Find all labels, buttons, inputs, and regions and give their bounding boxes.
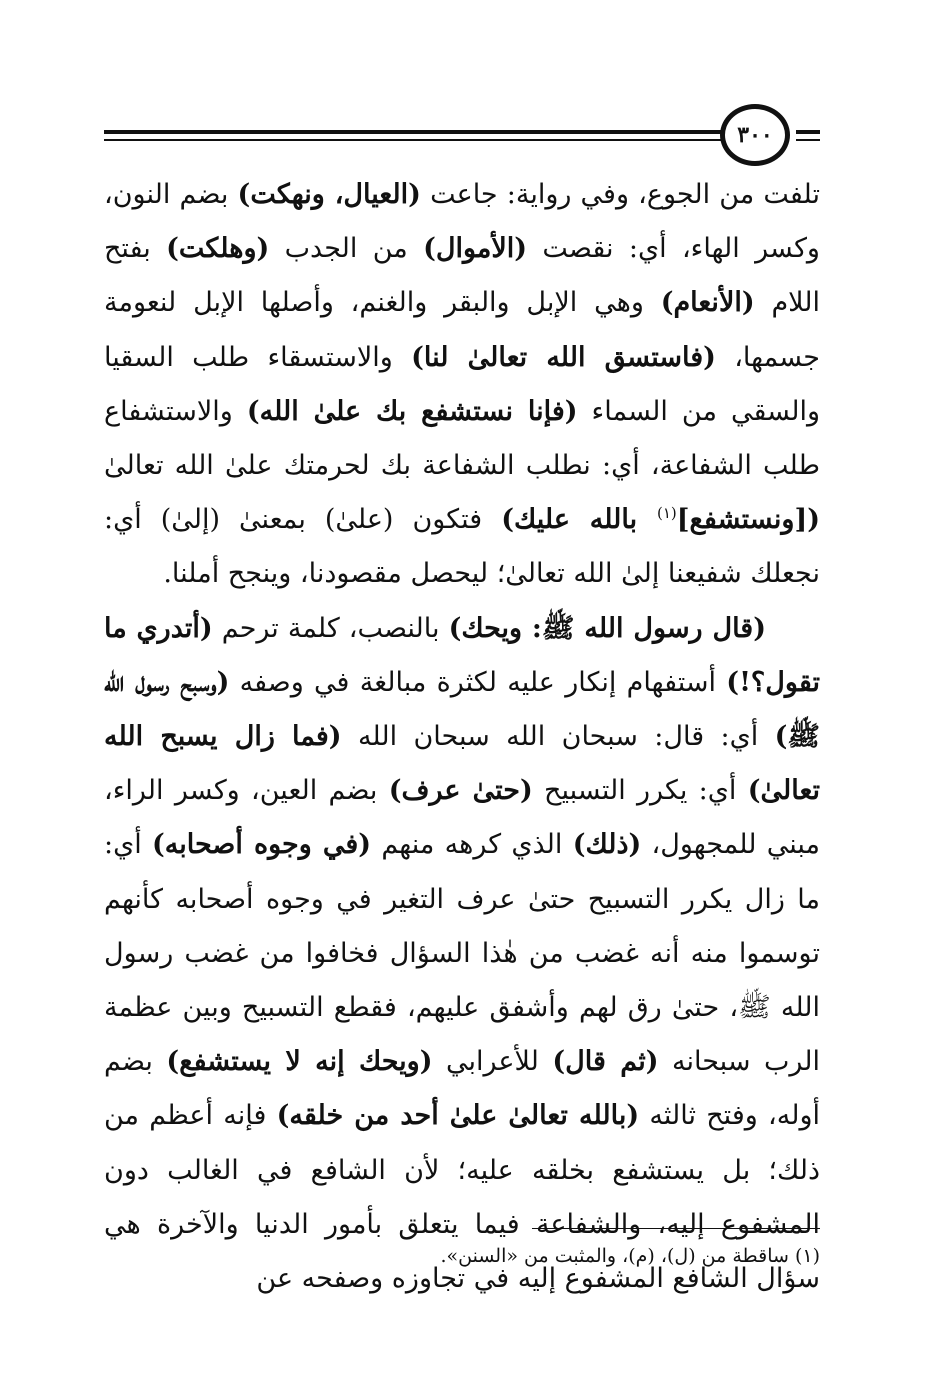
hadith-quote: (بالله تعالىٰ علىٰ أحد من خلقه) xyxy=(276,1100,640,1132)
page-header xyxy=(104,104,820,174)
hadith-quote: (ويحك إنه لا يستشفع) xyxy=(166,1046,433,1078)
commentary-text: بفتح اللام xyxy=(104,233,820,319)
paragraph xyxy=(104,602,820,1307)
hadith-quote: (قال رسول الله ﷺ: ويحك) xyxy=(448,612,766,644)
hadith-quote: (ذلك) xyxy=(572,829,642,861)
hadith-quote: (وسبح رسول الله ﷺ) xyxy=(104,666,820,753)
commentary-text: فتكون (علىٰ) بمعنىٰ (إلىٰ) أي: نجعلك شفيعنا إلىٰ الله تعالىٰ؛ ليحصل مقصودنا، وينجح أملنا. xyxy=(104,504,820,590)
commentary-text: للأعرابي xyxy=(432,1046,553,1078)
hadith-quote: بالله عليك) xyxy=(501,504,657,536)
hadith-quote: (فاستسق الله تعالىٰ لنا) xyxy=(411,341,716,373)
commentary-text: وهي الإبل والبقر والغنم، وأصلها الإبل لنعومة جسمها، xyxy=(104,287,820,373)
commentary-text: أستفهام إنكار عليه لكثرة مبالغة في وصفه xyxy=(229,666,727,698)
commentary-text: من الجدب xyxy=(269,233,424,265)
header-rule-thin xyxy=(104,139,724,141)
commentary-text: أي: قال: سبحان الله سبحان الله xyxy=(341,721,775,753)
commentary-text: أي: يكرر التسبيح xyxy=(532,775,748,807)
header-rule-right-thin xyxy=(796,139,820,141)
commentary-text: والاستشفاع طلب الشفاعة، أي: نطلب الشفاعة بك لحرمتك علىٰ الله تعالىٰ xyxy=(104,395,820,482)
header-rule-right-thick xyxy=(796,130,820,134)
footnote: (١) ساقطة من (ل)، (م)، والمثبت من «السنن». xyxy=(440,1245,820,1267)
commentary-text: بضم أوله، وفتح ثالثه xyxy=(104,1046,820,1132)
hadith-quote: (في وجوه أصحابه) xyxy=(152,829,372,861)
commentary-text: فإنه أعظم من ذلك؛ بل يستشفع بخلقه عليه؛ لأن الشافع في الغالب دون المشفوع إليه، والشفاعة فيما يتعلق بأمور الدنيا والآخرة هي سؤال الشافع المشفوع إليه في تجاوزه وصفحه عن xyxy=(104,1100,820,1295)
hadith-quote: (الأموال) xyxy=(423,233,528,265)
commentary-text: والاستسقاء طلب السقيا والسقي من السماء xyxy=(104,341,821,427)
commentary-text: الذي كرهه منهم xyxy=(371,829,573,861)
hadith-quote: (فما زال يسبح الله تعالىٰ) xyxy=(104,721,820,807)
commentary-text: تلفت من الجوع، وفي رواية: جاعت xyxy=(420,179,820,210)
commentary-text: أي: ما زال يكرر التسبيح حتىٰ عرف التغير في وجوه أصحابه كأنهم توسموا منه أنه غضب من هٰذا السؤال فخافوا من غضب رسول الله ﷺ، حتىٰ رق لهم وأشفق عليهم، فقطع التسبيح وبين عظمة الرب سبحانه xyxy=(104,829,821,1078)
footnote-separator xyxy=(532,1228,820,1229)
hadith-quote: (أتدري ما تقول؟!) xyxy=(104,612,820,698)
paragraph xyxy=(104,168,820,602)
hadith-quote: ([ونستشفع] xyxy=(676,504,820,536)
hadith-quote: (حتىٰ عرف) xyxy=(388,775,533,807)
page-number: ٣٠٠ xyxy=(720,104,790,166)
hadith-quote: (وهلكت) xyxy=(166,233,270,265)
main-text xyxy=(104,168,820,1306)
hadith-quote: (ثم قال) xyxy=(552,1046,659,1078)
commentary-text: بالنصب، كلمة ترحم xyxy=(212,612,449,644)
hadith-quote: (فإنا نستشفع بك علىٰ الله) xyxy=(246,395,578,427)
hadith-quote: (العيال، ونهكت) xyxy=(237,179,421,210)
commentary-text: بضم النون، وكسر الهاء، أي: نقصت xyxy=(104,179,820,265)
hadith-quote: (الأنعام) xyxy=(660,287,755,319)
header-rule-thick xyxy=(104,130,724,134)
commentary-text: بضم العين، وكسر الراء، مبني للمجهول، xyxy=(104,775,820,861)
footnote-ref: (١) xyxy=(656,504,677,523)
